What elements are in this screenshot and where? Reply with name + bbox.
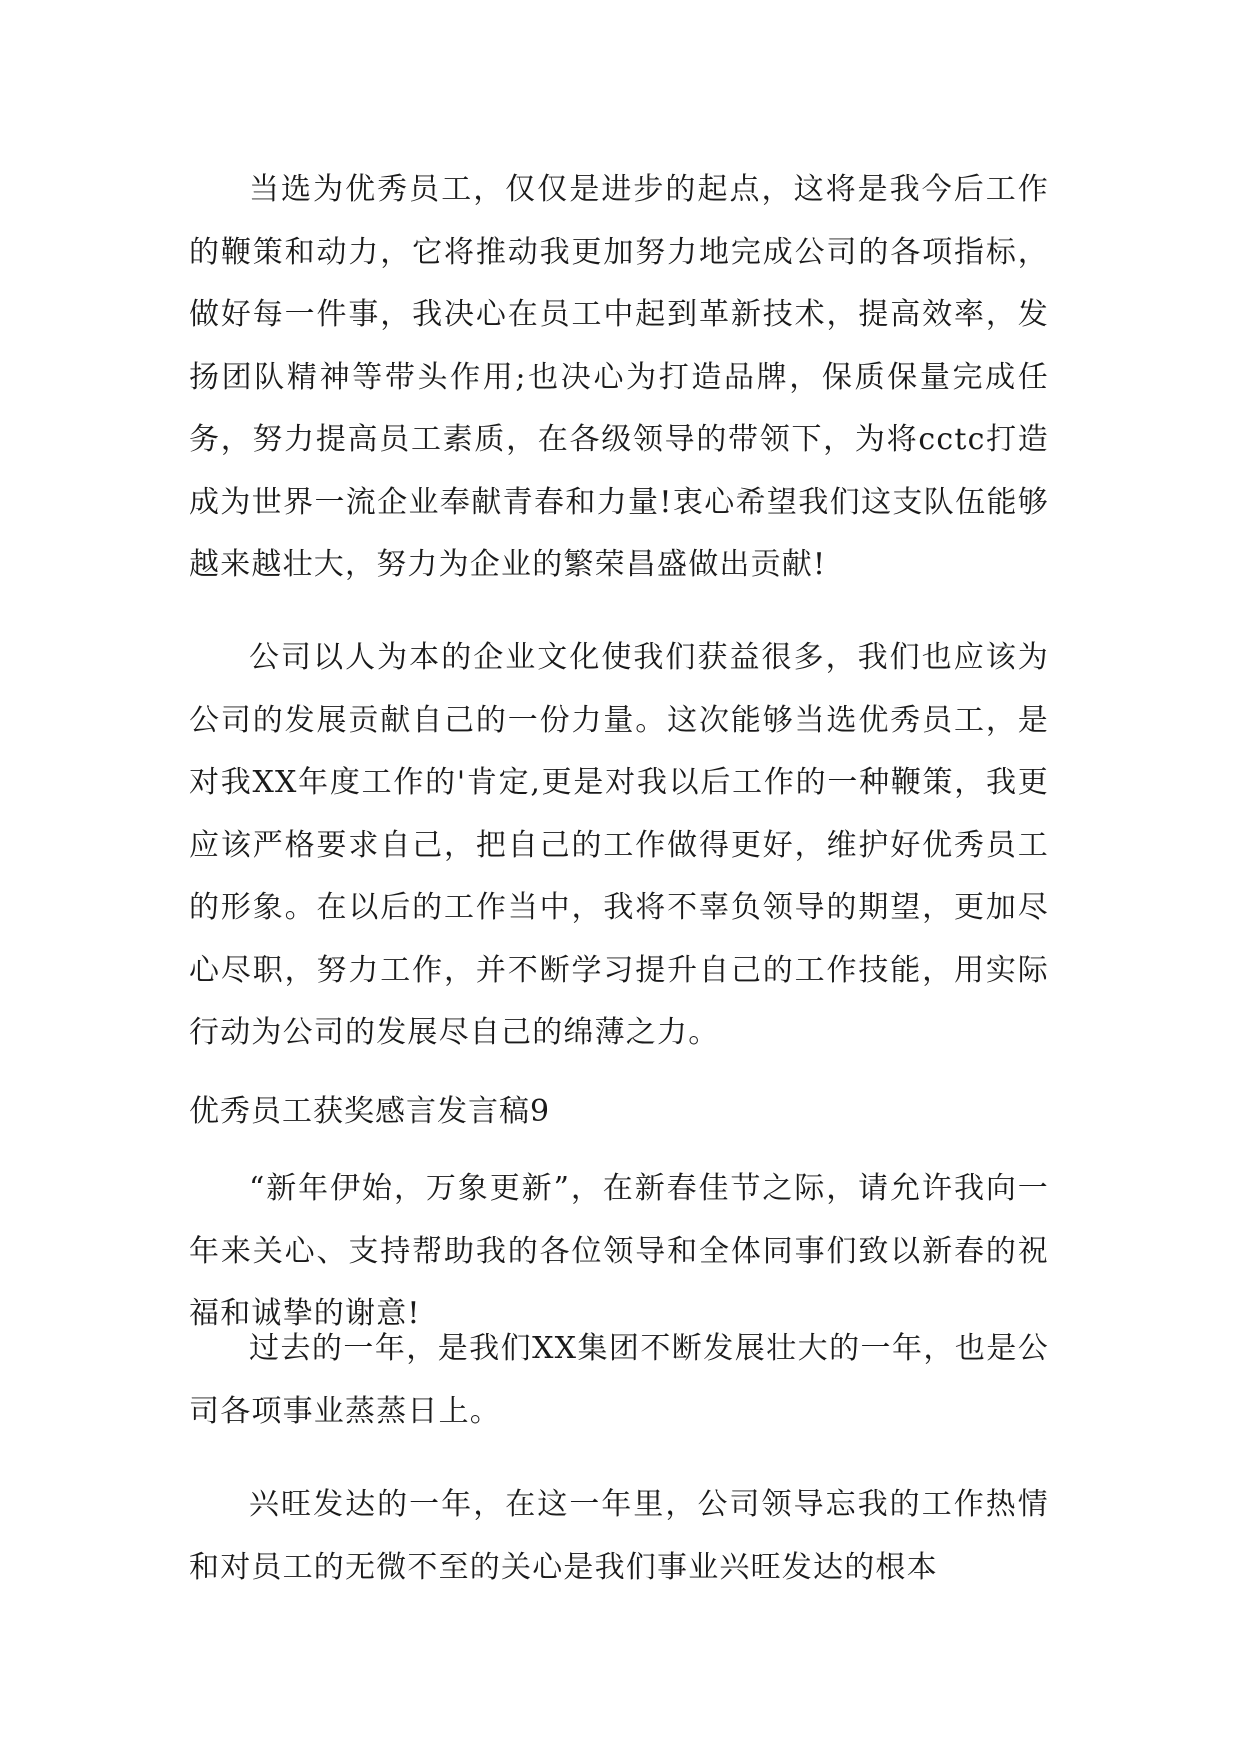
paragraph-past-year: 过去的一年，是我们XX集团不断发展壮大的一年，也是公司各项事业蒸蒸日上。: [189, 1331, 1049, 1429]
paragraph-prosperous-year: 兴旺发达的一年，在这一年里，公司领导忘我的工作热情和对员工的无微不至的关心是我们事业兴旺发达的根本: [189, 1487, 1049, 1585]
paragraph-excellent-employee-commitment: 当选为优秀员工，仅仅是进步的起点，这将是我今后工作的鞭策和动力，它将推动我更加努力地完成公司的各项指标，做好每一件事，我决心在员工中起到革新技术，提高效率，发扬团队精神等带头作用;也决心为打造品牌，保质保量完成任务，努力提高员工素质，在各级领导的带领下，为将cctc打造成为世界一流企业奉献青春和力量!衷心希望我们这支队伍能够越来越壮大，努力为企业的繁荣昌盛做出贡献!: [189, 172, 1049, 582]
section-heading: 优秀员工获奖感言发言稿9: [189, 1094, 551, 1129]
paragraph-new-year-greeting: “新年伊始，万象更新”，在新春佳节之际，请允许我向一年来关心、支持帮助我的各位领导和全体同事们致以新春的祝福和诚挚的谢意!: [189, 1171, 1049, 1331]
paragraph-company-culture: 公司以人为本的企业文化使我们获益很多，我们也应该为公司的发展贡献自己的一份力量。这次能够当选优秀员工，是对我XX年度工作的'肯定,更是对我以后工作的一种鞭策，我更应该严格要求自己，把自己的工作做得更好，维护好优秀员工的形象。在以后的工作当中，我将不辜负领导的期望，更加尽心尽职，努力工作，并不断学习提升自己的工作技能，用实际行动为公司的发展尽自己的绵薄之力。: [189, 640, 1049, 1050]
